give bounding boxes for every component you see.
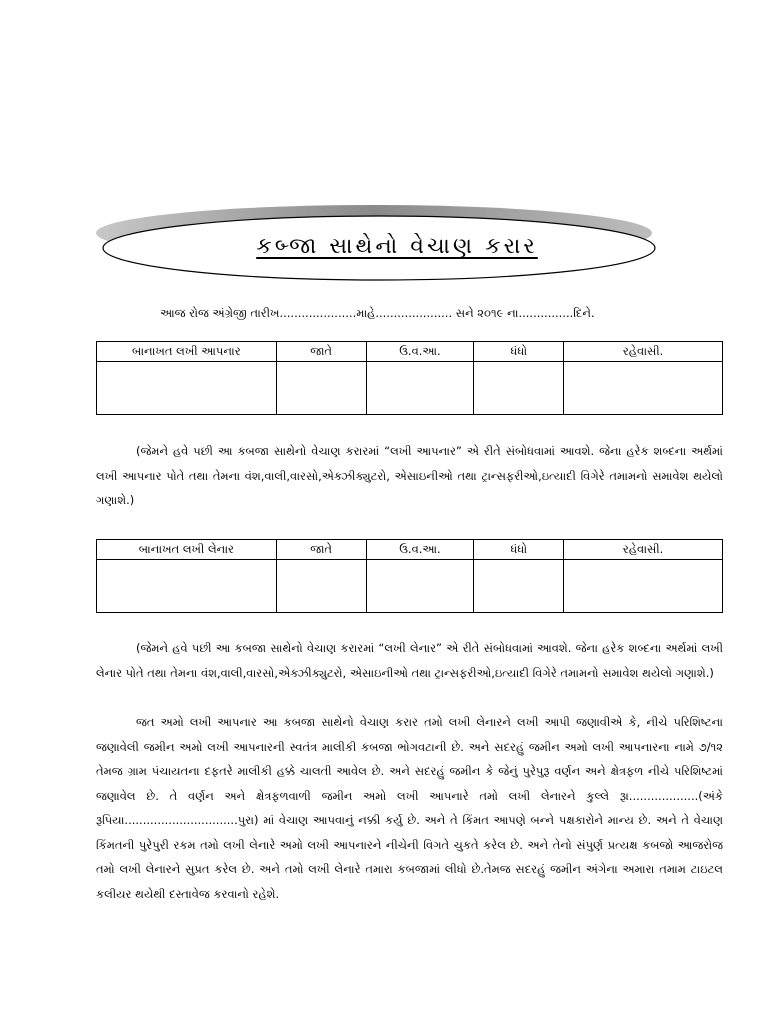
buyer-header-name: બાનાખત લખી લેનાર bbox=[97, 540, 277, 560]
seller-caste-cell bbox=[276, 362, 366, 415]
buyer-table-row bbox=[97, 560, 723, 613]
seller-residence-cell bbox=[564, 362, 723, 415]
buyer-caste-cell bbox=[276, 560, 366, 613]
buyer-age-cell bbox=[366, 560, 474, 613]
buyer-residence-cell bbox=[564, 560, 723, 613]
buyer-table bbox=[96, 539, 723, 613]
document-title: કબ્જા સાથેનો વેચાણ કરાર bbox=[256, 233, 538, 259]
buyer-header-residence: રહેવાસી. bbox=[564, 540, 723, 560]
buyer-table-header-row bbox=[97, 540, 723, 560]
seller-table bbox=[96, 341, 723, 415]
agreement-body-text: જત અમો લખી આપનાર આ કબજા સાથેનો વેચાણ કરાર તમો લખી લેનારને લખી આપી જણાવીએ કે, નીચે પરિશિષ્ટના જણાવેલી જમીન અમો લખી આપનારની સ્વતંત્ર માલીકી કબજા ભોગવટાની છે. અને સદરહું જમીન અમો લખી આપનારના નામે ૭/૧૨ તેમજ ગ્રામ પંચાયતના દફતરે માલીકી હક્કે ચાલતી આવેલ છે. અને સદરહું જમીન કે જેનું પુરેપુરૂ વર્ણન અને ક્ષેત્રફળ નીચે પરિશિષ્ટમાં જણાવેલ છે. તે વર્ણન અને ક્ષેત્રફળવાળી જમીન અમો લખી આપનારે તમો લખી લેનારને કુલ્લે રૂા...................(અંકે રૂપિયા...............................પુરા) માં વેચાણ આપવાનું નક્કી કર્યુ છે. અને તે કિંમત આપણે બન્ને પક્ષકારોને માન્ય છે. અને તે વેચાણ કિંમતની પુરેપુરી રકમ તમો લખી લેનારે અમો લખી આપનારને નીચેની વિગતે ચુકતે કરેલ છે. અને તેનો સંપુર્ણ પ્રત્યક્ષ કબજો આજરોજ તમો લખી લેનારને સુપ્રત કરેલ છે. અને તમો લખી લેનારે તમારા કબજામાં લીધો છે.તેમજ સદરહું જમીન અંગેના અમારા તમામ ટાઇટલ કલીયર થયેથી દસ્તાવેજ કરવાનો રહેશે. bbox=[96, 715, 723, 901]
seller-age-cell bbox=[366, 362, 474, 415]
seller-table-header-row bbox=[97, 342, 723, 362]
seller-note bbox=[96, 439, 723, 513]
seller-header-occupation: ધંધો bbox=[474, 342, 564, 362]
buyer-header-occupation: ધંધો bbox=[474, 540, 564, 560]
seller-header-age: ઉ.વ.આ. bbox=[366, 342, 474, 362]
seller-header-name: બાનાખત લખી આપનાર bbox=[97, 342, 277, 362]
seller-header-caste: જાતે bbox=[276, 342, 366, 362]
date-line: આજ રોજ અંગ્રેજી તારીખ.....................માહે..................... સને ૨૦૧૯ ના...............દિને. bbox=[160, 306, 595, 320]
seller-note-text: (જેમને હવે પછી આ કબજા સાથેનો વેચાણ કરારમાં “લખી આપનાર” એ રીતે સંબોધવામાં આવશે. જેના હરેક શબ્દના અર્થમાં લખી આપનાર પોતે તથા તેમના વંશ,વાલી,વારસો,એક્ઝીક્યુટરો, એસાઇનીઓ તથા ટ્રાન્સફરીઓ,ઇત્યાદી વિગેરે તમામનો સમાવેશ થયેલો ગણાશે.) bbox=[96, 444, 723, 507]
buyer-occupation-cell bbox=[474, 560, 564, 613]
buyer-note bbox=[96, 636, 723, 685]
buyer-header-caste: જાતે bbox=[276, 540, 366, 560]
seller-occupation-cell bbox=[474, 362, 564, 415]
buyer-header-age: ઉ.વ.આ. bbox=[366, 540, 474, 560]
agreement-body bbox=[96, 710, 723, 906]
buyer-note-text: (જેમને હવે પછી આ કબજા સાથેનો વેચાણ કરારમાં “લખી લેનાર” એ રીતે સંબોધવામાં આવશે. જેના હરેક શબ્દના અર્થમાં લખી લેનાર પોતે તથા તેમના વંશ,વાલી,વારસો,એક્ઝીક્યુટરો, એસાઇનીઓ તથા ટ્રાન્સફરીઓ,ઇત્યાદી વિગેરે તમામનો સમાવેશ થયેલો ગણાશે.) bbox=[96, 641, 723, 680]
title-banner bbox=[94, 201, 660, 285]
seller-name-cell bbox=[97, 362, 277, 415]
buyer-name-cell bbox=[97, 560, 277, 613]
seller-header-residence: રહેવાસી. bbox=[564, 342, 723, 362]
seller-table-row bbox=[97, 362, 723, 415]
